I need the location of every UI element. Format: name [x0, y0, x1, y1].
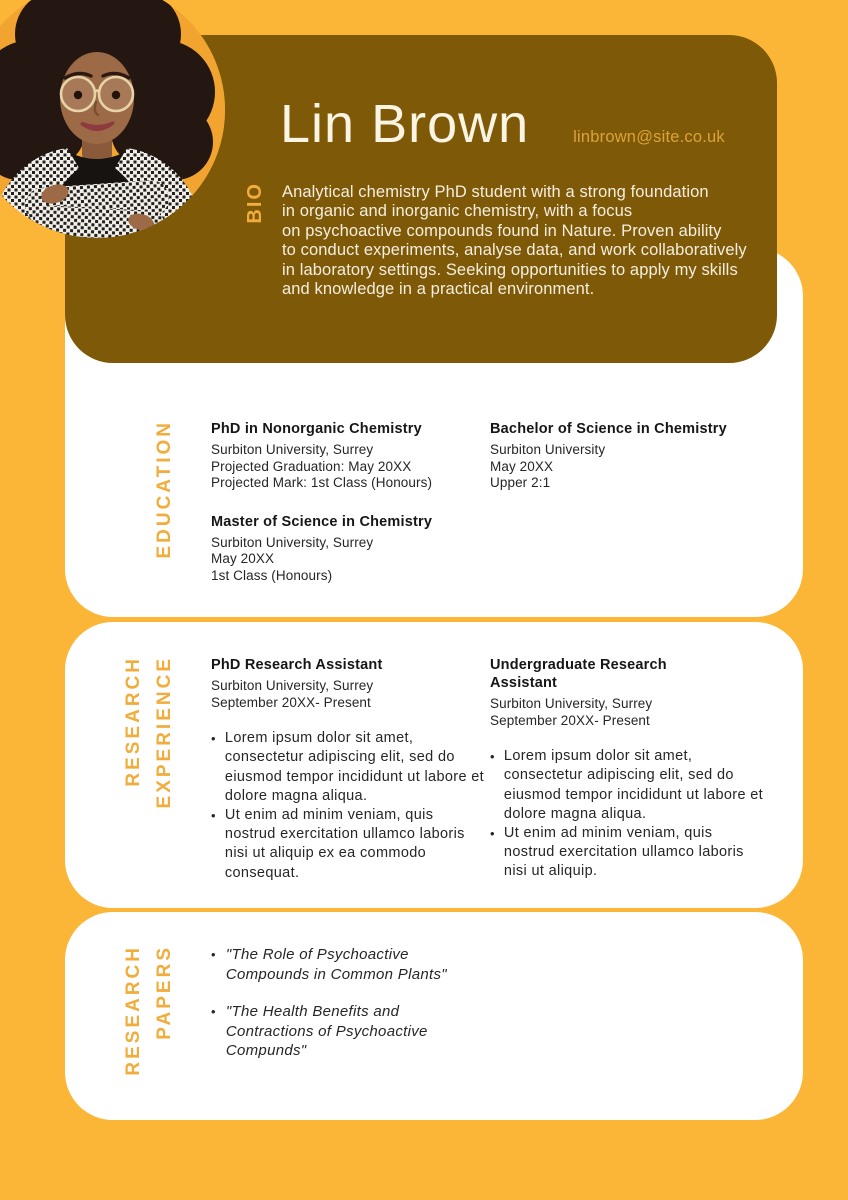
person-name: Lin Brown — [280, 94, 530, 154]
job-bullet: • Lorem ipsum dolor sit amet, consectetur adipiscing elit, sed do eiusmod tempor incididunt ut labore et dolore magna aliqua. — [490, 747, 767, 824]
experience-column-right — [490, 656, 767, 908]
education-entry — [490, 420, 767, 492]
experience-entry — [211, 656, 490, 883]
job-organization: Surbiton University, Surrey — [490, 696, 653, 711]
job-bullet: • Ut enim ad minim veniam, quis nostrud exercitation ullamco laboris nisi ut aliquip. — [490, 824, 767, 882]
paper-item: • "The Role of Psychoactive Compounds in Common Plants" — [211, 945, 767, 984]
research-papers-card — [65, 912, 803, 1120]
job-title: Undergraduate Research Assistant — [490, 657, 667, 691]
degree-institution: Surbiton University, Surrey — [211, 534, 374, 550]
job-dates: September 20XX- Present — [490, 712, 650, 728]
job-bullet: • Lorem ipsum dolor sit amet, consectetur adipiscing elit, sed do eiusmod tempor incididunt ut labore et dolore magna aliqua. — [211, 729, 490, 806]
degree-date: May 20XX — [490, 458, 554, 474]
job-bullet-list — [490, 747, 767, 881]
education-entry — [211, 420, 490, 492]
degree-grade: Projected Mark: 1st Class (Honours) — [211, 475, 433, 491]
degree-grade: 1st Class (Honours) — [211, 567, 333, 583]
bio-section-label: BIO — [244, 182, 266, 224]
paper-item: • "The Health Benefits and Contractions of Psychoactive Compunds" — [211, 1002, 767, 1061]
research-papers-label-column — [65, 945, 211, 1120]
education-entry — [211, 513, 490, 585]
research-papers-label-word1: RESEARCH — [123, 945, 144, 1076]
job-title: PhD Research Assistant — [211, 657, 383, 673]
degree-title: PhD in Nonorganic Chemistry — [211, 421, 422, 437]
degree-date: Projected Graduation: May 20XX — [211, 458, 412, 474]
degree-title: Master of Science in Chemistry — [211, 513, 433, 530]
job-organization: Surbiton University, Surrey — [211, 678, 374, 693]
degree-institution: Surbiton University — [490, 442, 606, 457]
research-experience-label-word2: EXPERIENCE — [154, 656, 175, 809]
research-papers-label-word2: PAPERS — [154, 945, 175, 1040]
education-label-column — [65, 420, 211, 617]
job-bullet: • Ut enim ad minim veniam, quis nostrud exercitation ullamco laboris nisi ut aliquip ex ea commodo consequat. — [211, 806, 490, 883]
research-experience-label-word1: RESEARCH — [123, 656, 144, 787]
job-dates: September 20XX- Present — [211, 694, 371, 710]
job-bullet-list — [211, 729, 490, 883]
bio-text: Analytical chemistry PhD student with a strong foundation in organic and inorganic chemistry, with a focus on psychoactive compounds found in Nature. Proven ability to conduct experiments, analyse data, and work collaboratively in laboratory settings. Seeking opportunities to apply my skills and knowledge in a practical environment. — [282, 183, 747, 299]
degree-grade: Upper 2:1 — [490, 475, 551, 491]
degree-date: May 20XX — [211, 551, 275, 567]
research-experience-card — [65, 622, 803, 908]
degree-title: Bachelor of Science in Chemistry — [490, 421, 727, 437]
degree-institution: Surbiton University, Surrey — [211, 442, 374, 457]
experience-column-left — [211, 656, 490, 908]
education-column-right — [490, 420, 767, 617]
person-email[interactable]: linbrown@site.co.uk — [573, 128, 725, 146]
education-column-left — [211, 420, 490, 617]
research-experience-label-column — [65, 656, 211, 908]
education-section-label: EDUCATION — [154, 420, 175, 559]
experience-entry — [490, 656, 767, 882]
